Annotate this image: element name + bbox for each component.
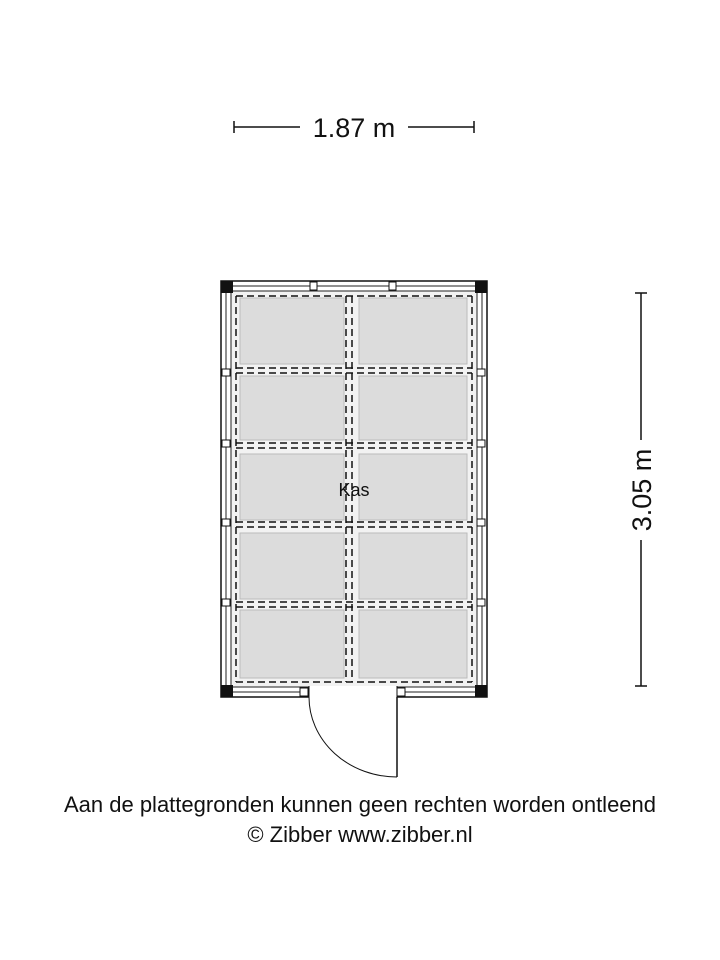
copyright-text: © Zibber www.zibber.nl xyxy=(247,822,473,847)
room-label-kas: Kas xyxy=(338,480,370,500)
width-dimension xyxy=(234,113,474,143)
width-dimension-label: 1.87 m xyxy=(312,113,396,143)
door xyxy=(309,686,397,777)
room-kas xyxy=(221,281,487,777)
door-swing-arc xyxy=(309,697,397,777)
disclaimer-text: Aan de plattegronden kunnen geen rechten worden ontleend xyxy=(63,792,657,817)
height-dimension xyxy=(627,293,657,686)
height-dimension-label: 3.05 m xyxy=(627,448,657,532)
